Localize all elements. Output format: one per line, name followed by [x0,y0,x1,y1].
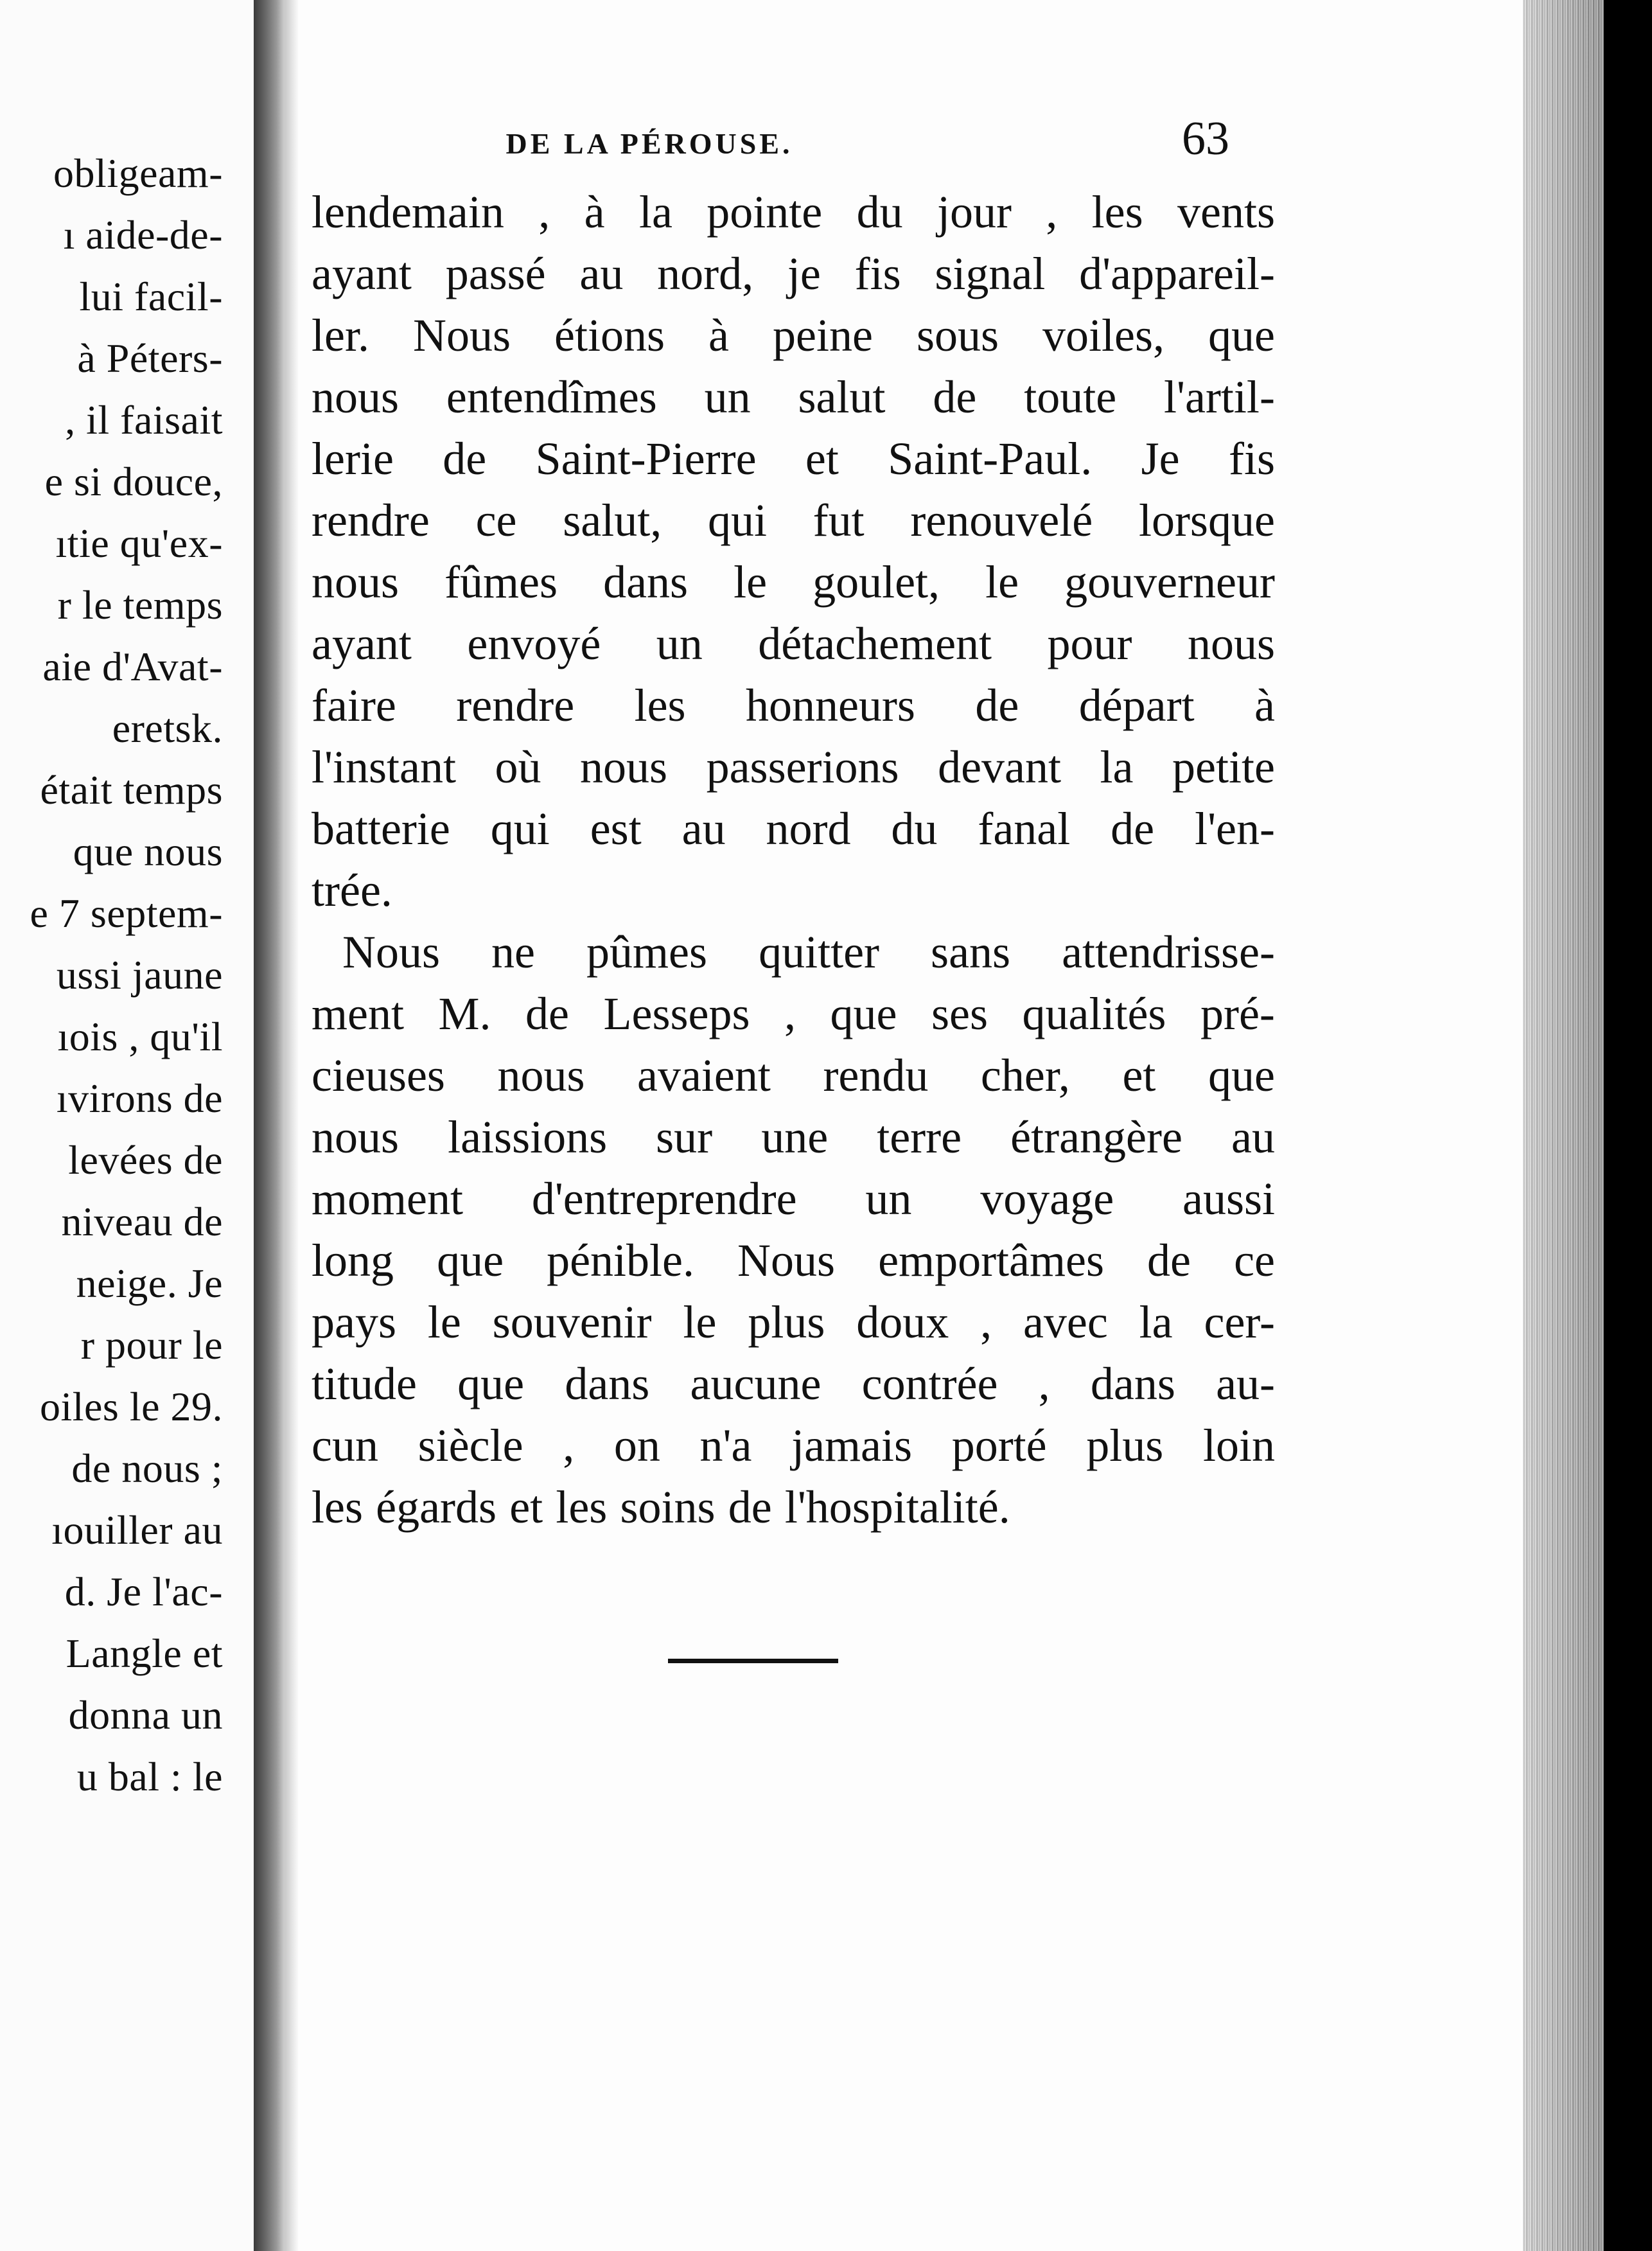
previous-page-line: ıouiller au [51,1507,223,1553]
text-line: pays le souvenir le plus doux , avec la cer- [312,1296,1275,1348]
gutter-shadow [285,0,299,2251]
previous-page-line: ıvirons de [56,1075,223,1121]
text-line: nous laissions sur une terre étrangère au [312,1111,1275,1163]
previous-page-line: ussi jaune [56,952,223,998]
previous-page-line: ıtie qu'ex- [55,520,223,566]
previous-page-line: d. Je l'ac- [64,1569,223,1614]
previous-page-line: était temps [40,767,223,813]
page-edges-shade [1523,0,1604,2251]
text-line: long que pénible. Nous emportâmes de ce [312,1235,1275,1286]
text-line: Nous ne pûmes quitter sans attendrisse- [342,926,1275,978]
text-line: trée. [312,865,392,916]
previous-page-line: , il faisait [65,397,223,443]
previous-page-line: neige. Je [76,1260,223,1306]
text-line: lerie de Saint-Pierre et Saint-Paul. Je fis [312,433,1275,484]
text-line: ler. Nous étions à peine sous voiles, que [312,310,1275,361]
end-rule [668,1659,838,1663]
text-line: ayant passé au nord, je fis signal d'appareil- [312,248,1275,299]
previous-page-line: r le temps [57,582,223,628]
previous-page-line: à Péters- [77,335,223,381]
text-line: batterie qui est au nord du fanal de l'en- [312,803,1275,854]
previous-page-line: obligeam- [53,150,223,196]
text-line: moment d'entreprendre un voyage aussi [312,1173,1275,1224]
previous-page-text [30,143,224,1808]
previous-page-line: que nous [73,829,223,874]
page-number: 63 [1182,112,1229,165]
previous-page-line: aie d'Avat- [42,644,223,689]
previous-page-line: e 7 septem- [30,890,223,936]
previous-page-line: r pour le [80,1322,223,1368]
text-line: l'instant où nous passerions devant la petite [312,741,1275,793]
text-line: nous fûmes dans le goulet, le gouverneur [312,556,1275,608]
paragraph [312,181,1275,921]
text-line: rendre ce salut, qui fut renouvelé lorsque [312,495,1275,546]
text-line: ment M. de Lesseps , que ses qualités pré- [312,988,1275,1039]
previous-page-line: Langle et [66,1630,223,1676]
previous-page-line: lui facil- [79,274,223,319]
text-line: les égards et les soins de l'hospitalité. [312,1481,1010,1533]
previous-page-line: de nous ; [71,1445,223,1491]
previous-page-line: levées de [68,1137,223,1183]
previous-page-line: e si douce, [44,459,223,504]
text-line: nous entendîmes un salut de toute l'artil- [312,371,1275,423]
text-line: cieuses nous avaient rendu cher, et que [312,1050,1275,1101]
previous-page-line: niveau de [61,1199,223,1244]
previous-page-line: donna un [68,1692,223,1738]
previous-page-line: eretsk. [112,705,223,751]
body-text [312,181,1275,1538]
text-line: faire rendre les honneurs de départ à [312,680,1275,731]
previous-page-line: ı aide-de- [63,212,223,258]
book-gutter [254,0,285,2251]
previous-page [0,0,254,2251]
text-line: lendemain , à la pointe du jour , les vents [312,186,1275,238]
previous-page-line: ıois , qu'il [57,1014,223,1059]
paragraph [312,921,1275,1538]
running-head: DE LA PÉROUSE. [505,127,793,160]
text-line: cun siècle , on n'a jamais porté plus loin [312,1420,1275,1471]
text-line: ayant envoyé un détachement pour nous [312,618,1275,669]
previous-page-line: u bal : le [76,1754,223,1799]
text-line: titude que dans aucune contrée , dans au- [312,1358,1275,1409]
previous-page-line: oiles le 29. [39,1384,223,1429]
